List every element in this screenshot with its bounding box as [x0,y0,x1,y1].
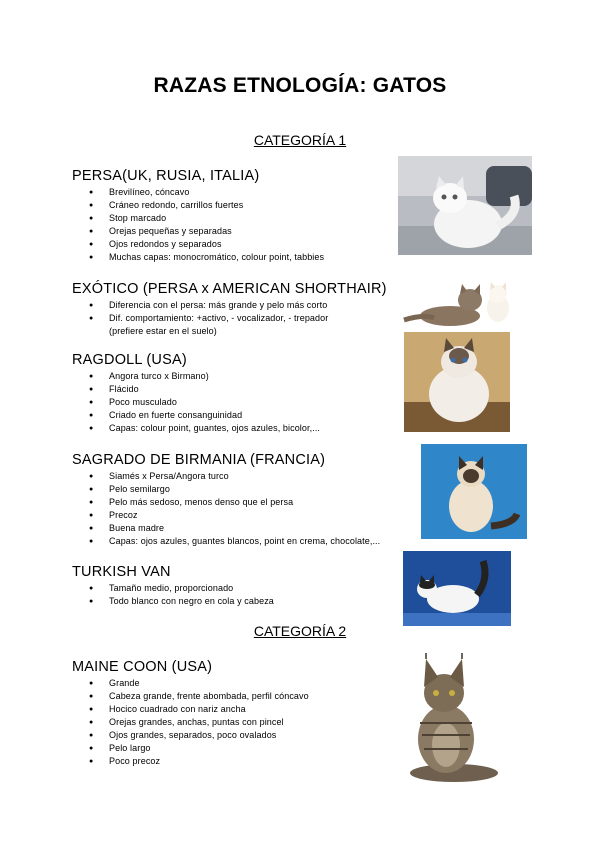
trait-list [72,186,324,264]
list-item: ● Todo blanco con negro en cola y cabeza [72,595,274,608]
list-item: ● Brevilíneo, cóncavo [72,186,324,199]
breed-exotico [72,281,387,338]
trait-list [72,677,309,768]
list-item: ● Orejas pequeñas y separadas [72,225,324,238]
list-item: ● Precoz [72,509,380,522]
list-item: ● Poco precoz [72,755,309,768]
list-item: ● Muchas capas: monocromático, colour point, tabbies [72,251,324,264]
list-item: ● Angora turco x Birmano) [72,370,320,383]
list-item-continuation: (prefiere estar en el suelo) [109,326,217,336]
list-item: ● Grande [72,677,309,690]
breed-title: TURKISH VAN [72,564,171,580]
list-item: ● Ojos redondos y separados [72,238,324,251]
trait-list [72,370,320,435]
list-item: ● Cráneo redondo, carrillos fuertes [72,199,324,212]
list-item: ● Pelo más sedoso, menos denso que el persa [72,496,380,509]
category-1-heading: CATEGORÍA 1 [253,132,347,148]
list-item: ● Capas: ojos azules, guantes blancos, point en crema, chocolate,... [72,535,380,548]
exotico-photo [394,270,527,332]
list-item: ● Buena madre [72,522,380,535]
trait-list [72,470,380,548]
breed-ragdoll [72,352,320,435]
list-item: ● Hocico cuadrado con nariz ancha [72,703,309,716]
list-item: ● Ojos grandes, separados, poco ovalados [72,729,309,742]
list-item: ● Tamaño medio, proporcionado [72,582,274,595]
list-item: ● Flácido [72,383,320,396]
trait-list [72,299,387,338]
page-title: RAZAS ETNOLOGÍA: GATOS [153,74,447,97]
maine-coon-photo [384,653,518,785]
breed-title: PERSA(UK, RUSIA, ITALIA) [72,168,260,184]
breed-title: MAINE COON (USA) [72,659,213,675]
breed-title: SAGRADO DE BIRMANIA (FRANCIA) [72,452,326,468]
list-item: ● Dif. comportamiento: +activo, - vocalizador, - trepador [72,312,387,325]
list-item: ● Stop marcado [72,212,324,225]
breed-turkish-van [72,564,274,608]
category-2-heading: CATEGORÍA 2 [253,623,347,639]
breed-title: EXÓTICO (PERSA x AMERICAN SHORTHAIR) [72,281,387,297]
list-item: ● Orejas grandes, anchas, puntas con pincel [72,716,309,729]
list-item: ● Criado en fuerte consanguinidad [72,409,320,422]
list-item: ● Pelo semilargo [72,483,380,496]
list-item: ● Poco musculado [72,396,320,409]
list-item: ● Cabeza grande, frente abombada, perfil cóncavo [72,690,309,703]
breed-birmania [72,452,380,548]
trait-list [72,582,274,608]
ragdoll-photo [404,332,510,432]
list-item: ● Pelo largo [72,742,309,755]
turkish-van-photo [403,551,511,626]
breed-persa [72,168,324,264]
list-item: ● Diferencia con el persa: más grande y pelo más corto [72,299,387,312]
breed-maine-coon [72,659,309,768]
persa-photo [398,156,532,255]
list-item: ● Siamés x Persa/Angora turco [72,470,380,483]
birmania-photo [421,444,527,539]
breed-title: RAGDOLL (USA) [72,352,187,368]
list-item: ● Capas: colour point, guantes, ojos azules, bicolor,... [72,422,320,435]
